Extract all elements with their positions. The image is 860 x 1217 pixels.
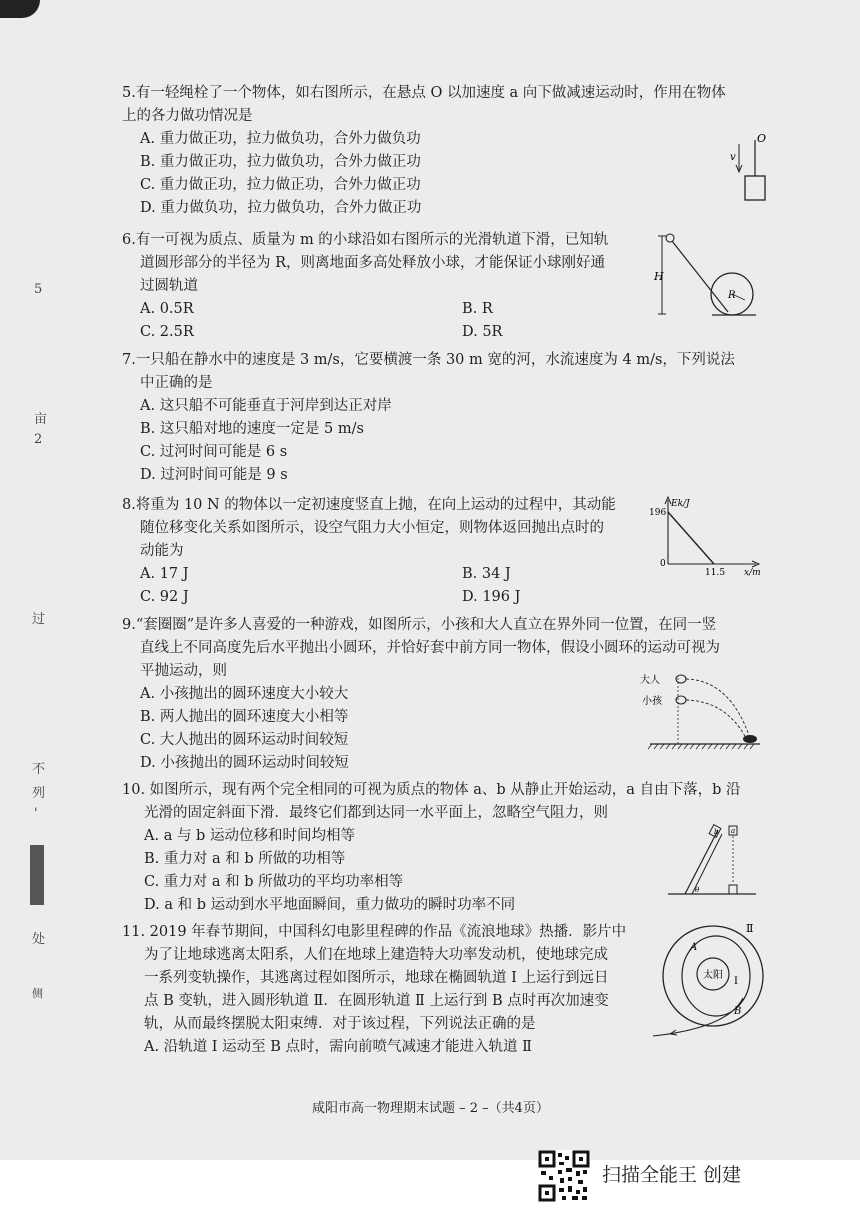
- fig-label: O: [757, 132, 767, 145]
- margin-mark: 5: [34, 282, 43, 297]
- option-d: D. 重力做负功，拉力做负功，合外力做正功: [140, 200, 422, 216]
- option-d: D. 过河时间可能是 9 s: [140, 467, 288, 483]
- option-a: A. 17 J: [140, 566, 189, 582]
- energy-graph-figure: [648, 494, 768, 578]
- fig-label: Ⅱ: [746, 922, 754, 935]
- margin-mark: 过: [32, 612, 46, 627]
- option-d: D. 小孩抛出的圆环运动时间较短: [140, 755, 349, 771]
- question-10: [122, 779, 740, 917]
- option-b: B. 34 J: [462, 566, 511, 582]
- ring-toss-figure: [640, 666, 765, 750]
- margin-mark: ': [34, 806, 38, 821]
- option-c: C. 92 J: [140, 589, 189, 605]
- option-a: A. 这只船不可能垂直于河岸到达正对岸: [140, 398, 392, 414]
- fig-label: 小孩: [642, 696, 662, 707]
- option-d: D. a 和 b 运动到水平地面瞬间，重力做功的瞬时功率不同: [144, 897, 516, 913]
- margin-dark-strip: [30, 845, 44, 905]
- qr-code-icon: [538, 1150, 590, 1202]
- fig-label: 0: [660, 559, 666, 569]
- option-b: B. 重力对 a 和 b 所做的功相等: [144, 851, 346, 867]
- fig-label: A: [690, 942, 698, 953]
- fig-label: a: [731, 827, 736, 835]
- fig-label: B: [734, 1006, 742, 1017]
- margin-mark: 不: [32, 762, 46, 777]
- option-a: A. a 与 b 运动位移和时间均相等: [144, 828, 355, 844]
- question-6: [122, 229, 608, 344]
- question-stem: 光滑的固定斜面下滑．最终它们都到达同一水平面上，忽略空气阻力，则: [144, 805, 608, 821]
- option-a: A. 小孩抛出的圆环速度大小较大: [140, 686, 349, 702]
- question-stem: 道圆形部分的半径为 R，则离地面多高处释放小球，才能保证小球刚好通: [140, 255, 606, 271]
- option-a: A. 重力做正功，拉力做负功，合外力做负功: [140, 131, 421, 147]
- question-stem: 为了让地球逃离太阳系，人们在地球上建造特大功率发动机，使地球完成: [144, 947, 608, 963]
- question-stem: 轨，从而最终摆脱太阳束缚．对于该过程，下列说法正确的是: [144, 1016, 536, 1032]
- fig-label: x/m: [744, 568, 761, 578]
- fig-label: H: [654, 270, 664, 283]
- option-b: B. R: [462, 301, 493, 317]
- option-b: B. 两人抛出的圆环速度大小相等: [140, 709, 349, 725]
- question-stem: 11. 2019 年春节期间，中国科幻电影里程碑的作品《流浪地球》热播．影片中: [122, 924, 627, 940]
- fig-label: 太阳: [703, 970, 723, 981]
- fig-label: R: [728, 290, 736, 301]
- loop-track-figure: [652, 228, 762, 323]
- margin-mark: 亩: [34, 412, 48, 427]
- question-stem: 直线上不同高度先后水平抛出小圆环，并恰好套中前方同一物体，假设小圆环的运动可视为: [140, 640, 720, 656]
- option-b: B. 这只船对地的速度一定是 5 m/s: [140, 421, 364, 437]
- question-stem: 点 B 变轨，进入圆形轨道 Ⅱ．在圆形轨道 Ⅱ 上运行到 B 点时再次加速变: [144, 993, 609, 1009]
- question-stem: 8.将重为 10 N 的物体以一定初速度竖直上抛，在向上运动的过程中，其动能: [122, 497, 616, 513]
- option-a: A. 沿轨道 Ⅰ 运动至 B 点时，需向前喷气减速才能进入轨道 Ⅱ: [144, 1039, 532, 1055]
- option-c: C. 重力做正功，拉力做正功，合外力做正功: [140, 177, 421, 193]
- orbit-figure: [648, 918, 770, 1043]
- fig-label: θ: [695, 886, 700, 894]
- fig-label: b: [714, 828, 719, 836]
- margin-mark: 侧: [32, 987, 43, 1000]
- margin-mark: 处: [32, 932, 46, 947]
- question-5: [122, 82, 726, 220]
- fig-label: Ⅰ: [734, 976, 738, 987]
- question-stem: 过圆轨道: [140, 278, 198, 294]
- option-a: A. 0.5R: [140, 301, 194, 317]
- scan-corner-shadow: [0, 0, 40, 18]
- question-stem: 5.有一轻绳栓了一个物体，如右图所示，在悬点 O 以加速度 a 向下做减速运动时，作用在物体: [122, 85, 726, 101]
- question-stem: 6.有一可视为质点、质量为 m 的小球沿如右图所示的光滑轨道下滑，已知轨: [122, 232, 609, 248]
- question-stem: 9.“套圈圈”是许多人喜爱的一种游戏，如图所示，小孩和大人直立在界外同一位置，在同一竖: [122, 617, 717, 633]
- question-9: [122, 614, 720, 775]
- question-stem: 一系列变轨操作，其逃离过程如图所示，地球在椭圆轨道 Ⅰ 上运行到远日: [144, 970, 609, 986]
- question-7: [122, 349, 735, 487]
- fig-label: 196: [649, 508, 667, 518]
- fig-label: v: [730, 152, 736, 163]
- page-footer: 咸阳市高一物理期末试题 – 2 –（共4页）: [312, 1101, 549, 1116]
- incline-figure: [660, 822, 760, 898]
- option-c: C. 过河时间可能是 6 s: [140, 444, 288, 460]
- fig-label: 大人: [640, 675, 660, 686]
- question-8: [122, 494, 616, 609]
- question-stem: 7.一只船在静水中的速度是 3 m/s，它要横渡一条 30 m 宽的河，水流速度为 4 m/s，下列说法: [122, 352, 735, 368]
- option-d: D. 196 J: [462, 589, 521, 605]
- question-stem: 中正确的是: [140, 375, 213, 391]
- option-c: C. 2.5R: [140, 324, 194, 340]
- option-b: B. 重力做正功，拉力做负功，合外力做正功: [140, 154, 421, 170]
- margin-mark: 列: [32, 786, 46, 801]
- question-stem: 上的各力做功情况是: [122, 108, 253, 124]
- question-11: [122, 921, 626, 1059]
- fig-label: Ek/J: [671, 499, 690, 509]
- fig-label: 11.5: [705, 568, 726, 578]
- rope-object-figure: [725, 130, 775, 210]
- option-c: C. 重力对 a 和 b 所做功的平均功率相等: [144, 874, 404, 890]
- margin-mark: 2: [34, 432, 43, 447]
- scanner-watermark: [538, 1150, 838, 1200]
- question-stem: 动能为: [140, 543, 184, 559]
- option-c: C. 大人抛出的圆环运动时间较短: [140, 732, 349, 748]
- question-stem: 随位移变化关系如图所示，设空气阻力大小恒定，则物体返回抛出点时的: [140, 520, 604, 536]
- option-d: D. 5R: [462, 324, 503, 340]
- question-stem: 平抛运动，则: [140, 663, 227, 679]
- scanner-label: 扫描全能王 创建: [602, 1164, 742, 1186]
- question-stem: 10. 如图所示，现有两个完全相同的可视为质点的物体 a、b 从静止开始运动，a 自由下落，b 沿: [122, 782, 741, 798]
